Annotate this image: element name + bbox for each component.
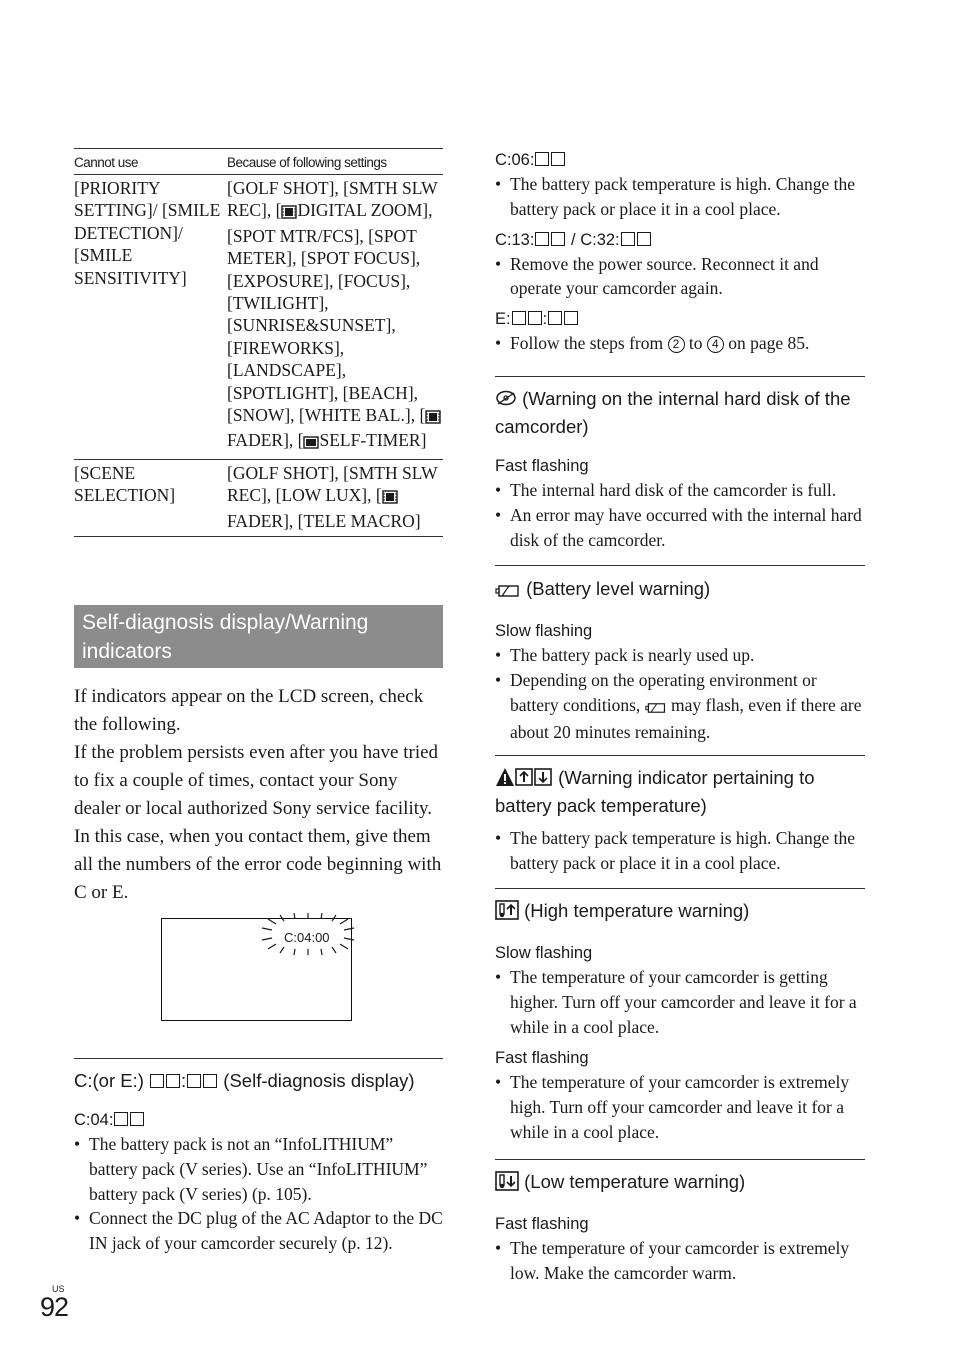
divider: [495, 1159, 865, 1160]
bullet-list: [495, 826, 865, 876]
cell-text: DIGITAL ZOOM], [SPOT MTR/FCS], [SPOT METER], [SPOT FOCUS], [EXPOSURE], [FOCUS], [TWILIGHT], [SUNRISE&SUNSET], [FIREWORKS], [LANDSCAPE], [SPOTLIGHT], [BEACH], [SNOW], [WHITE BAL.], [: [227, 200, 433, 426]
error-code-label: [74, 1108, 446, 1132]
error-code-label: [495, 148, 865, 172]
low-temperature-icon: [495, 1171, 519, 1197]
battery-warning-block: [495, 576, 865, 745]
list-item: • Connect the DC plug of the AC Adaptor to the DC IN jack of your camcorder securely (p. 12).: [74, 1206, 446, 1256]
intro-paragraph: If the problem persists even after you have tried to fix a couple of times, contact your Sony dealer or local authorized Sony service facility. In this case, when you contact them, give them all the numbers of the error code beginning with C or E.: [74, 742, 442, 903]
list-item: • The temperature of your camcorder is extremely high. Turn off your camcorder and leave it for a while in a cool place.: [495, 1070, 865, 1144]
table-cell: [227, 459, 443, 536]
list-item: [495, 668, 865, 745]
cell-text: [GOLF SHOT], [SMTH SLW REC], [: [227, 178, 438, 221]
table-row: [74, 459, 443, 536]
cell-text: SELF-TIMER]: [319, 430, 427, 451]
list-item: • The battery pack temperature is high. Change the battery pack or place it in a cool place.: [495, 172, 865, 222]
divider: [495, 376, 865, 377]
error-code-label: E: :: [495, 307, 865, 331]
low-temp-heading: [495, 1169, 865, 1197]
camera-icon: [303, 432, 319, 454]
battery-temp-heading: [495, 765, 865, 818]
heading-text: (Warning indicator pertaining to battery pack temperature): [495, 767, 815, 816]
film-icon: [382, 487, 398, 509]
list-item: • Remove the power source. Reconnect it and operate your camcorder again.: [495, 252, 865, 302]
code-text: C:04:: [74, 1111, 114, 1129]
divider: [495, 888, 865, 889]
table-cell: [227, 175, 443, 460]
high-temp-heading: [495, 898, 865, 926]
list-item: • The battery pack is nearly used up.: [495, 643, 865, 668]
table-cell: [SCENE SELECTION]: [74, 459, 227, 536]
bullet-list: [495, 1236, 865, 1286]
list-item: • The internal hard disk of the camcorder is full.: [495, 478, 865, 503]
high-temp-block: [495, 898, 865, 1145]
hdd-warning-heading: [495, 386, 865, 439]
bullet-list: [74, 1132, 446, 1256]
circled-number: 2: [668, 336, 685, 353]
self-diagnosis-block: [74, 1068, 446, 1256]
bullet-list: [495, 965, 865, 1039]
heading-text: (Low temperature warning): [524, 1171, 746, 1192]
film-icon: [425, 407, 441, 429]
heading-text: (Warning on the internal hard disk of the camcorder): [495, 388, 851, 437]
flash-label: Slow flashing: [495, 944, 593, 962]
hard-disk-warning-icon: [495, 389, 517, 414]
item-text: Depending on the operating environment or battery conditions,: [510, 669, 817, 715]
section-title: Self-diagnosis display/Warning indicators: [74, 605, 443, 668]
bullet-list: [495, 1070, 865, 1144]
battery-temperature-warning-icon: [495, 767, 553, 793]
heading-text: C:(or E:): [74, 1070, 150, 1091]
restrictions-table: [74, 148, 443, 537]
bullet-list: [495, 172, 865, 222]
cell-text: FADER], [: [227, 430, 304, 451]
battery-empty-icon: [645, 696, 667, 721]
battery-temp-block: [495, 765, 865, 876]
flash-label: Fast flashing: [495, 1215, 589, 1233]
heading-text: (Battery level warning): [526, 578, 711, 599]
intro-paragraph: If indicators appear on the LCD screen, check the following.: [74, 686, 424, 735]
bullet-list: [495, 331, 865, 356]
cell-text: [GOLF SHOT], [SMTH SLW REC], [LOW LUX], [: [227, 462, 438, 506]
battery-empty-icon: [495, 579, 521, 604]
heading-text: (Self-diagnosis display): [218, 1070, 415, 1091]
divider: [495, 755, 865, 756]
code-text: C:06:: [495, 151, 535, 169]
lcd-error-code: C:04:00: [284, 930, 330, 945]
divider: [495, 565, 865, 566]
divider: [74, 1058, 443, 1059]
heading-text: (High temperature warning): [524, 900, 750, 921]
flash-label: Fast flashing: [495, 1049, 589, 1068]
cell-text: FADER], [TELE MACRO]: [227, 510, 421, 531]
list-item: • The battery pack temperature is high. Change the battery pack or place it in a cool place.: [495, 826, 865, 876]
code-text: / C:32:: [566, 230, 620, 249]
table-header-cannot-use: Cannot use: [74, 149, 227, 175]
circled-number: 4: [707, 336, 724, 353]
high-temperature-icon: [495, 900, 519, 926]
intro-text: [74, 683, 446, 907]
list-item: • The battery pack is not an “InfoLITHIUM” battery pack (V series). Use an “InfoLITHIUM” battery pack (V series) (p. 105).: [74, 1132, 446, 1206]
item-text: Follow the steps from: [510, 333, 668, 354]
bullet-list: [495, 252, 865, 302]
page-region: US: [52, 1284, 65, 1294]
error-code-label: [495, 228, 865, 252]
battery-warning-heading: [495, 576, 865, 604]
page-number: 92: [40, 1292, 69, 1322]
error-codes-block: [495, 148, 865, 356]
item-text: on page 85.: [723, 333, 810, 354]
list-item: • The temperature of your camcorder is extremely low. Make the camcorder warm.: [495, 1236, 865, 1286]
table-cell: [PRIORITY SETTING]/ [SMILE DETECTION]/ [SMILE SENSITIVITY]: [74, 175, 227, 460]
item-text: may flash, even if there are about 20 minutes remaining.: [510, 694, 862, 743]
bullet-list: [495, 643, 865, 745]
low-temp-block: [495, 1169, 865, 1286]
item-text: to: [684, 333, 707, 354]
code-text: C:13:: [495, 230, 535, 249]
bullet-list: [495, 478, 865, 552]
list-item: [495, 331, 865, 356]
list-item: • An error may have occurred with the internal hard disk of the camcorder.: [495, 503, 865, 553]
table-row: [74, 175, 443, 460]
film-icon: [281, 202, 297, 224]
list-item: • The temperature of your camcorder is getting higher. Turn off your camcorder and leave it for a while in a cool place.: [495, 965, 865, 1039]
hdd-warning-block: [495, 386, 865, 552]
table-header-because: Because of following settings: [227, 149, 443, 175]
flash-label: Slow flashing: [495, 622, 593, 640]
flash-label: Fast flashing: [495, 457, 589, 475]
code-text: E:: [495, 310, 511, 329]
self-diagnosis-heading: C:(or E:) : (Self-diagnosis display): [74, 1070, 415, 1091]
lcd-screen-illustration: [161, 918, 352, 1021]
